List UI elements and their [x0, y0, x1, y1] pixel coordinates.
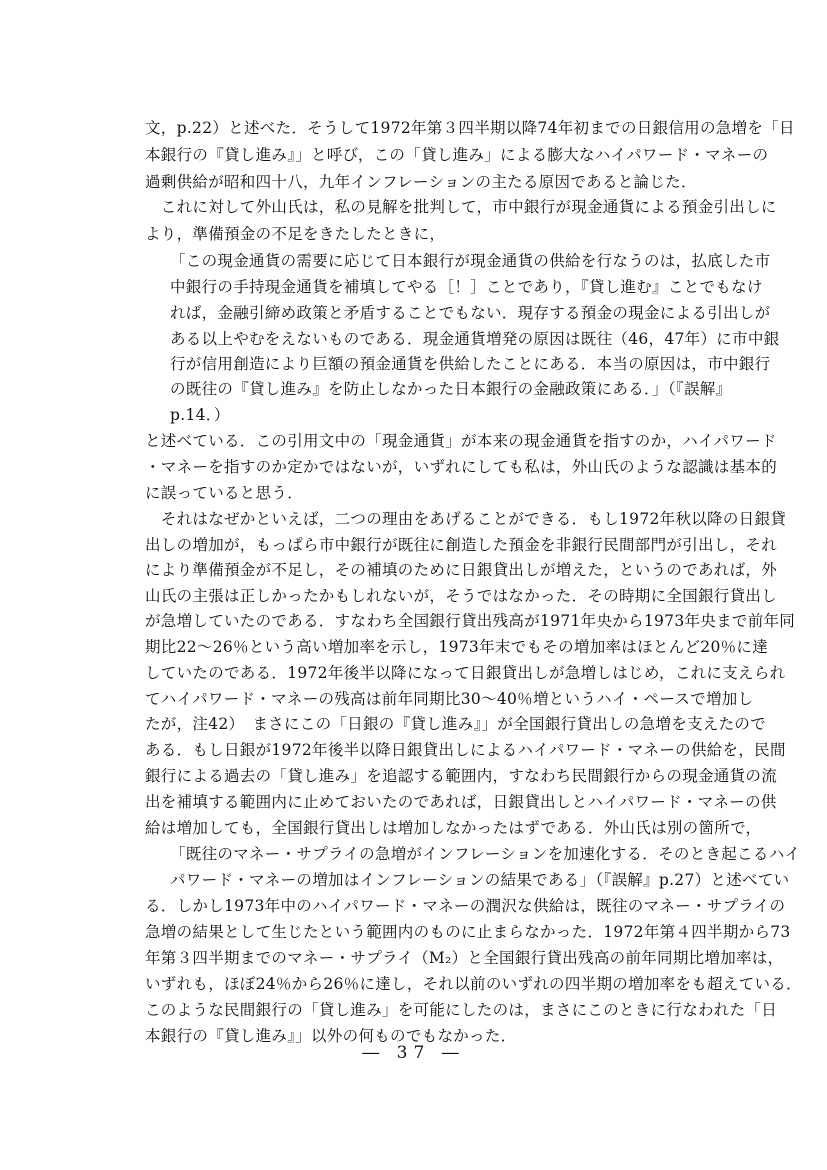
text-line: p.14．） [170, 406, 230, 424]
text-line: 出を補填する範囲内に止めておいたのであれば，日銀貸出しとハイパワード・マネーの供 [145, 793, 777, 811]
text-line: に誤っていると思う． [145, 484, 304, 502]
text-line: 期比22～26％という高い増加率を示し，1973年末でもその増加率はほとんど20％に達 [145, 638, 769, 656]
text-line: 文，p.22）と述べた．そうして1972年第３四半期以降74年初までの日銀信用の急増を「日 [145, 119, 795, 137]
text-line: 銀行による過去の「貸し進み」を追認する範囲内，すなわち民間銀行からの現金通貨の流 [145, 767, 778, 785]
text-line: このような民間銀行の「貸し進み」を可能にしたのは，まさにこのときに行なわれた「日 [145, 1001, 778, 1019]
page-number: ― 37 ― [362, 1043, 465, 1063]
text-line: 山氏の主張は正しかったかもしれないが，そうではなかった．その時期に全国銀行貸出し [145, 587, 778, 605]
text-line: 「この現金通貨の需要に応じて日本銀行が現金通貨の供給を行なうのは，払底した市 [170, 252, 771, 270]
text-line: いずれも，ほぼ24％から26％に達し，それ以前のいずれの四半期の増加率をも超えている． [145, 975, 802, 993]
text-line: 「既往のマネー・サプライの急増がインフレーションを加速化する．そのとき起こるハイ [170, 845, 801, 863]
text-line: 中銀行の手持現金通貨を補填してやる［！］ことであり，『貸し進む』ことでもなけ [170, 278, 763, 296]
text-line: それはなぜかといえば，二つの理由をあげることができる．もし1972年秋以降の日銀貸 [145, 510, 787, 528]
text-line: 年第３四半期までのマネー・サプライ（M₂）と全国銀行貸出残高の前年同期比増加率は， [145, 949, 784, 967]
text-line: 行が信用創造により巨額の預金通貨を供給したことにある．本当の原因は，市中銀行 [170, 355, 771, 373]
text-line: ・マネーを指すのか定かではないが，いずれにしても私は，外山氏のような認識は基本的 [145, 458, 778, 476]
text-line: と述べている．この引用文中の「現金通貨」が本来の現金通貨を指すのか，ハイパワード [145, 432, 777, 450]
text-line: これに対して外山氏は，私の見解を批判して，市中銀行が現金通貨による預金引出しに [145, 198, 777, 216]
text-line: る．しかし1973年中のハイパワード・マネーの潤沢な供給は，既往のマネー・サプライの [145, 897, 786, 915]
text-line: していたのである．1972年後半以降になって日銀貸出しが急増しはじめ，これに支えられ [145, 664, 786, 682]
text-line: たが，注42） まさにこの「日銀の『貸し進み』」が全国銀行貸出しの急増を支えたので [145, 715, 767, 733]
text-line: 本銀行の『貸し進み』」と呼び，この「貸し進み」による膨大なハイパワード・マネーの [145, 146, 769, 164]
text-line: ある以上やむをえないものである．現金通貨増発の原因は既往（46，47年）に市中銀 [170, 330, 780, 348]
text-line: の既往の『貸し進み』を防止しなかった日本銀行の金融政策にある．」（『誤解』 [170, 380, 732, 398]
text-line: 急増の結果として生じたという範囲内のものに止まらなかった．1972年第４四半期から73 [145, 923, 791, 941]
text-line: パワード・マネーの増加はインフレーションの結果である」（『誤解』p.27）と述べてい [170, 871, 790, 889]
text-line: ある．もし日銀が1972年後半以降日銀貸出しによるハイパワード・マネーの供給を，民間 [145, 741, 786, 759]
text-line: 過剰供給が昭和四十八，九年インフレーションの主たる原因であると論じた． [145, 173, 697, 191]
text-line: により準備預金が不足し，その補填のために日銀貸出しが増えた，というのであれば，外 [145, 561, 778, 579]
text-line: が急増していたのである．すなわち全国銀行貸出残高が1971年央から1973年央まで前年同 [145, 612, 796, 630]
text-line: 本銀行の『貸し進み』」以外の何ものでもなかった． [145, 1027, 517, 1045]
text-line: れば，金融引締め政策と矛盾することでもない．現存する預金の現金による引出しが [170, 304, 771, 322]
text-line: より，準備預金の不足をきたしたときに， [145, 225, 446, 243]
text-line: 給は増加しても，全国銀行貸出しは増加しなかったはずである．外山氏は別の箇所で， [145, 819, 762, 837]
text-line: 出しの増加が，もっぱら市中銀行が既往に創造した預金を非銀行民間部門が引出し，それ [145, 536, 778, 554]
text-line: てハイパワード・マネーの残高は前年同期比30～40％増というハイ・ペースで増加し [145, 690, 754, 708]
